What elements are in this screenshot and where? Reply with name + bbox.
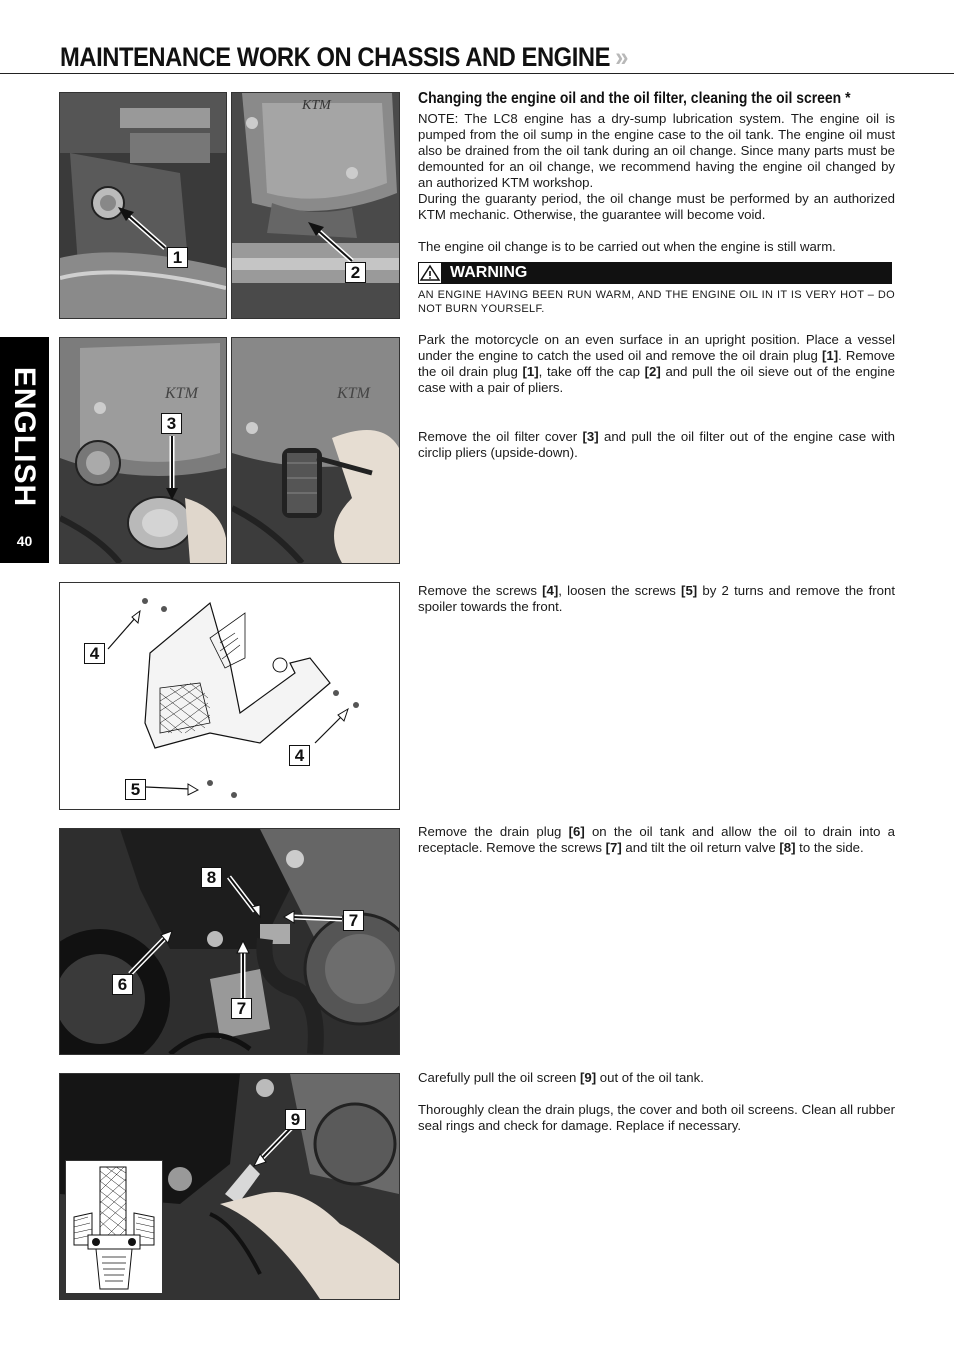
step-6-paragraph: Thoroughly clean the drain plugs, the cover and both oil screens. Clean all rubber seal rings and check for damage. Replace if necessary. [418, 1102, 895, 1133]
photo-oil-filter-cover [59, 337, 227, 564]
step-4-paragraph: Remove the drain plug [6] on the oil tank and allow the oil to drain into a receptacle. Remove the screws [7] and tilt the oil return valve [8] to the side. [418, 824, 895, 855]
note-block [418, 111, 895, 223]
step-4-block [418, 824, 895, 856]
step-6-block [418, 1102, 895, 1134]
warning-bar [418, 262, 892, 284]
step-5-block [418, 1070, 895, 1086]
ktm-logo-icon: KTM [337, 385, 370, 402]
note-paragraph-2: During the guaranty period, the oil change must be performed by an authorized KTM mechanic. Otherwise, the guarantee will become void. [418, 191, 895, 222]
oil-filter-cover-illustration [60, 338, 226, 563]
oil-filter-removal-illustration [232, 338, 399, 563]
ktm-logo-icon: KTM [302, 98, 331, 113]
callout-7a: 7 [343, 910, 364, 931]
title-arrows-icon: » [615, 42, 629, 72]
engine-cover-illustration [232, 93, 399, 318]
callout-2: 2 [345, 262, 366, 283]
callout-6: 6 [112, 974, 133, 995]
step-2-paragraph: Remove the oil filter cover [3] and pull the oil filter out of the engine case with circlip pliers (upside-down). [418, 429, 895, 460]
step-3-paragraph: Remove the screws [4], loosen the screws [5] by 2 turns and remove the front spoiler towards the front. [418, 583, 895, 614]
callout-1: 1 [167, 247, 188, 268]
photo-engine-cap [231, 92, 400, 319]
oil-screen-section-illustration [66, 1161, 162, 1293]
warning-triangle-icon [418, 262, 442, 284]
page-title-text: MAINTENANCE WORK ON CHASSIS AND ENGINE [60, 42, 611, 72]
step-1-block [418, 332, 895, 396]
ktm-logo-icon: KTM [165, 385, 198, 402]
callout-7b: 7 [231, 998, 252, 1019]
callout-8: 8 [201, 867, 222, 888]
front-spoiler-illustration [60, 583, 399, 809]
callout-4b: 4 [289, 745, 310, 766]
warm-note-paragraph: The engine oil change is to be carried out when the engine is still warm. [418, 239, 836, 254]
language-label: ENGLISH [8, 366, 41, 508]
step-1-paragraph: Park the motorcycle on an even surface in an upright position. Place a vessel under the engine to catch the used oil and remove the oil drain plug [1]. Remove the oil drain plug [1], take off the cap [2] and pull the oil sieve out of the engine case with a pair of pliers. [418, 332, 895, 395]
note-paragraph-1: NOTE: The LC8 engine has a dry-sump lubrication system. The engine oil is pumped from the oil sump in the engine case to the oil tank. The engine oil must also be drained from the oil tank during an oil change. Since many parts must be demounted for an oil change, we recommend having the engine oil changed by an authorized KTM workshop. [418, 111, 895, 190]
language-tab [0, 337, 49, 563]
title-rule [0, 73, 954, 74]
warning-text: AN ENGINE HAVING BEEN RUN WARM, AND THE ENGINE OIL IN IT IS VERY HOT – DO NOT BURN YOURSELF. [418, 289, 895, 315]
photo-oil-tank-drain [59, 828, 400, 1055]
oil-tank-illustration [60, 829, 399, 1054]
callout-9: 9 [285, 1109, 306, 1130]
warm-note-block [418, 239, 895, 255]
step-2-block [418, 429, 895, 461]
step-3-block [418, 583, 895, 615]
section-heading: Changing the engine oil and the oil filter, cleaning the oil screen * [418, 90, 851, 107]
callout-3: 3 [161, 413, 182, 434]
photo-oil-filter-removal [231, 337, 400, 564]
page-number: 40 [16, 533, 33, 549]
callout-5: 5 [125, 779, 146, 800]
drawing-front-spoiler [59, 582, 400, 810]
engine-underside-illustration [60, 93, 226, 318]
page-title [60, 42, 628, 73]
photo-oil-drain-plug [59, 92, 227, 319]
callout-4a: 4 [84, 643, 105, 664]
step-5-paragraph: Carefully pull the oil screen [9] out of the oil tank. [418, 1070, 704, 1085]
inset-oil-screen-drawing [65, 1160, 163, 1294]
warning-label: WARNING [450, 264, 528, 281]
